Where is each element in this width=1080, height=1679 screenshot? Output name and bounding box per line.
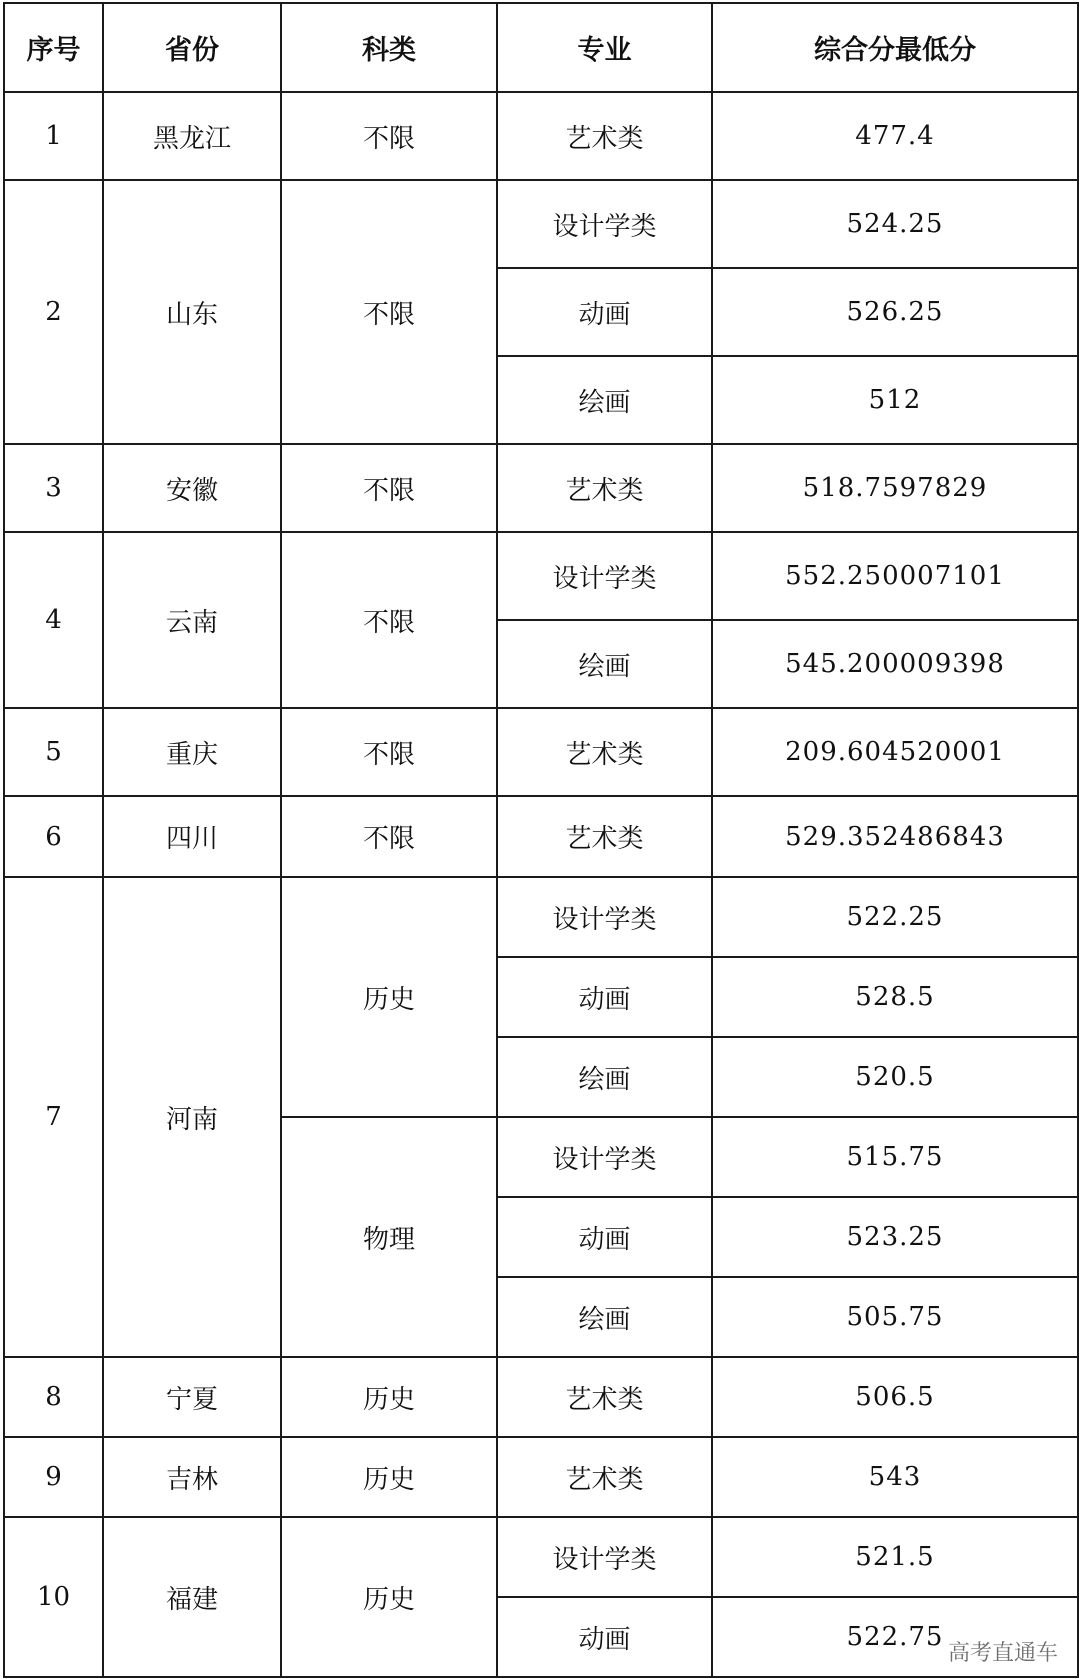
table-row [4,444,1078,532]
category-cell: 不限 [281,532,497,708]
category-cell: 历史 [281,1517,497,1677]
score-cell: 523.25 [712,1197,1078,1277]
header-major: 专业 [497,3,712,92]
score-cell: 520.5 [712,1037,1078,1117]
province-cell: 宁夏 [103,1357,281,1437]
row-number: 10 [4,1517,103,1677]
score-cell: 512 [712,356,1078,444]
header-province: 省份 [103,3,281,92]
table-row [4,877,1078,957]
score-cell: 545.200009398 [712,620,1078,708]
category-cell: 历史 [281,1357,497,1437]
score-cell: 526.25 [712,268,1078,356]
score-cell: 477.4 [712,92,1078,180]
table-row [4,1437,1078,1517]
watermark: 高考直通车 [947,1641,1058,1666]
major-cell: 艺术类 [497,796,712,877]
score-cell: 518.7597829 [712,444,1078,532]
major-cell: 动画 [497,1197,712,1277]
major-cell: 绘画 [497,356,712,444]
score-cell: 522.25 [712,877,1078,957]
score-cell: 543 [712,1437,1078,1517]
row-number: 6 [4,796,103,877]
row-number: 1 [4,92,103,180]
category-cell: 物理 [281,1117,497,1357]
row-number: 8 [4,1357,103,1437]
province-cell: 安徽 [103,444,281,532]
province-cell: 福建 [103,1517,281,1677]
major-cell: 设计学类 [497,1117,712,1197]
score-cell: 528.5 [712,957,1078,1037]
table-row [4,532,1078,620]
category-cell: 历史 [281,877,497,1117]
category-cell: 不限 [281,92,497,180]
table-row [4,796,1078,877]
table-row [4,708,1078,796]
score-cell: 529.352486843 [712,796,1078,877]
row-number: 9 [4,1437,103,1517]
major-cell: 设计学类 [497,1517,712,1597]
header-row [4,3,1078,92]
major-cell: 绘画 [497,620,712,708]
table-row [4,1357,1078,1437]
table-row [4,92,1078,180]
province-cell: 云南 [103,532,281,708]
row-number: 7 [4,877,103,1357]
row-number: 4 [4,532,103,708]
category-cell: 不限 [281,444,497,532]
score-cell: 521.5 [712,1517,1078,1597]
header-no: 序号 [4,3,103,92]
major-cell: 绘画 [497,1037,712,1117]
header-category: 科类 [281,3,497,92]
major-cell: 艺术类 [497,444,712,532]
score-cell: 524.25 [712,180,1078,268]
score-cell: 552.250007101 [712,532,1078,620]
row-number: 3 [4,444,103,532]
major-cell: 动画 [497,957,712,1037]
category-cell: 不限 [281,708,497,796]
score-cell: 522.75 [712,1597,1078,1677]
province-cell: 河南 [103,877,281,1357]
category-cell: 不限 [281,180,497,444]
score-table [3,2,1079,1678]
major-cell: 艺术类 [497,1437,712,1517]
province-cell: 吉林 [103,1437,281,1517]
major-cell: 设计学类 [497,532,712,620]
row-number: 5 [4,708,103,796]
table-row [4,180,1078,268]
major-cell: 绘画 [497,1277,712,1357]
table-row [4,1517,1078,1597]
major-cell: 动画 [497,1597,712,1677]
major-cell: 艺术类 [497,708,712,796]
major-cell: 设计学类 [497,180,712,268]
province-cell: 山东 [103,180,281,444]
row-number: 2 [4,180,103,444]
header-min-score: 综合分最低分 [712,3,1078,92]
score-cell: 506.5 [712,1357,1078,1437]
score-cell: 505.75 [712,1277,1078,1357]
province-cell: 四川 [103,796,281,877]
province-cell: 黑龙江 [103,92,281,180]
score-cell: 515.75 [712,1117,1078,1197]
major-cell: 艺术类 [497,92,712,180]
major-cell: 动画 [497,268,712,356]
major-cell: 艺术类 [497,1357,712,1437]
category-cell: 历史 [281,1437,497,1517]
province-cell: 重庆 [103,708,281,796]
major-cell: 设计学类 [497,877,712,957]
category-cell: 不限 [281,796,497,877]
score-cell: 209.604520001 [712,708,1078,796]
